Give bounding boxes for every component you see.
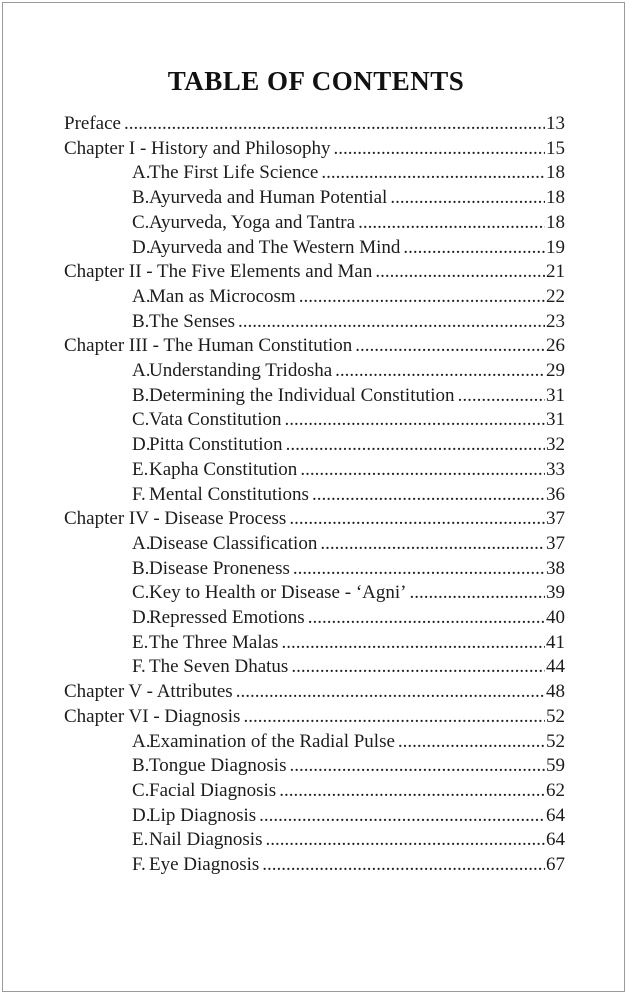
toc-entry-letter: E.: [132, 631, 149, 653]
toc-entry-letter: F.: [132, 854, 146, 876]
toc-entry: [64, 705, 565, 730]
toc-entry: [64, 334, 565, 359]
leader-dots: [320, 532, 545, 557]
toc-entry-label: Determining the Individual Constitution: [149, 384, 455, 406]
leader-dots: [321, 161, 545, 186]
toc-entry-label: Tongue Diagnosis: [149, 755, 287, 777]
toc-entry: [64, 532, 565, 557]
toc-entry-page: 15: [546, 137, 565, 159]
toc-entry-page: 41: [546, 631, 565, 653]
toc-entry-letter: D.: [132, 804, 151, 826]
toc-entry-page: 52: [546, 730, 565, 752]
toc-entry: [64, 680, 565, 705]
toc-entry-letter: D.: [132, 434, 151, 456]
toc-entry-page: 18: [546, 211, 565, 233]
toc-entry-page: 18: [546, 162, 565, 184]
toc-entry-page: 22: [546, 285, 565, 307]
toc-entry-letter: A.: [132, 360, 151, 382]
toc-entry-label: Pitta Constitution: [149, 434, 283, 456]
toc-entry-letter: B.: [132, 755, 150, 777]
toc-entry: [64, 137, 565, 162]
toc-entry-page: 40: [546, 607, 565, 629]
toc-entry-letter: F.: [132, 483, 146, 505]
leader-dots: [299, 285, 545, 310]
toc-entry-page: 44: [546, 656, 565, 678]
toc-entry-label: Vata Constitution: [149, 409, 282, 431]
toc-entry-letter: C.: [132, 211, 150, 233]
toc-entry: [64, 754, 565, 779]
toc-entry: [64, 606, 565, 631]
leader-dots: [289, 507, 545, 532]
toc-entry-page: 48: [546, 681, 565, 703]
toc-entry-label: The Three Malas: [149, 631, 279, 653]
toc-entry-label: Facial Diagnosis: [149, 779, 277, 801]
leader-dots: [375, 260, 545, 285]
toc-entry: [64, 828, 565, 853]
toc-entry: [64, 557, 565, 582]
toc-entry: [64, 186, 565, 211]
toc-entry-label: The First Life Science: [149, 162, 319, 184]
toc-list: [64, 112, 565, 878]
toc-entry: [64, 433, 565, 458]
toc-entry-label: Repressed Emotions: [149, 607, 305, 629]
toc-entry-label: Preface: [64, 113, 121, 134]
toc-entry: [64, 310, 565, 335]
leader-dots: [355, 334, 545, 359]
toc-entry-page: 37: [546, 532, 565, 554]
leader-dots: [124, 112, 545, 137]
toc-entry-label: Chapter II - The Five Elements and Man: [64, 261, 373, 283]
toc-entry-page: 21: [546, 261, 565, 283]
toc-entry-page: 31: [546, 409, 565, 431]
toc-entry-label: Eye Diagnosis: [149, 854, 260, 876]
toc-entry: [64, 730, 565, 755]
toc-entry-label: Key to Health or Disease - ‘Agni’: [149, 582, 407, 604]
toc-entry: [64, 655, 565, 680]
toc-entry-label: Chapter IV - Disease Process: [64, 508, 287, 530]
toc-entry: [64, 112, 565, 137]
toc-entry-page: 39: [546, 582, 565, 604]
leader-dots: [281, 631, 545, 656]
toc-entry-letter: B.: [132, 310, 150, 332]
leader-dots: [291, 655, 545, 680]
toc-entry-letter: A.: [132, 730, 151, 752]
toc-entry: [64, 384, 565, 409]
toc-entry: [64, 285, 565, 310]
toc-entry: [64, 483, 565, 508]
toc-entry-letter: C.: [132, 582, 150, 604]
toc-entry: [64, 161, 565, 186]
leader-dots: [238, 310, 545, 335]
leader-dots: [293, 557, 545, 582]
toc-entry-label: The Seven Dhatus: [149, 656, 289, 678]
toc-entry-label: Ayurveda, Yoga and Tantra: [149, 211, 356, 233]
page-title: TABLE OF CONTENTS: [167, 66, 465, 96]
leader-dots: [335, 359, 545, 384]
toc-entry-page: 19: [546, 236, 565, 258]
toc-entry-page: 13: [546, 113, 565, 134]
toc-entry-label: Examination of the Radial Pulse: [149, 730, 395, 752]
leader-dots: [308, 606, 545, 631]
toc-entry: [64, 236, 565, 261]
toc-entry-label: Disease Proneness: [149, 557, 290, 579]
toc-entry-page: 33: [546, 458, 565, 480]
toc-entry-page: 32: [546, 434, 565, 456]
toc-entry-letter: E.: [132, 829, 149, 851]
toc-entry-page: 31: [546, 384, 565, 406]
toc-entry-label: Chapter III - The Human Constitution: [64, 335, 353, 357]
toc-entry-label: Understanding Tridosha: [149, 360, 333, 382]
leader-dots: [279, 779, 545, 804]
toc-entry: [64, 260, 565, 285]
toc-entry-letter: F.: [132, 656, 146, 678]
leader-dots: [286, 433, 545, 458]
toc-entry-letter: A.: [132, 285, 151, 307]
leader-dots: [243, 705, 545, 730]
leader-dots: [300, 458, 545, 483]
toc-entry: [64, 631, 565, 656]
toc-entry-letter: D.: [132, 607, 151, 629]
toc-entry-label: Man as Microcosm: [149, 285, 296, 307]
leader-dots: [289, 754, 545, 779]
toc-entry-label: Disease Classification: [149, 532, 318, 554]
leader-dots: [358, 211, 545, 236]
toc-entry-letter: D.: [132, 236, 151, 258]
toc-entry-page: 64: [546, 804, 565, 826]
toc-entry-page: 37: [546, 508, 565, 530]
toc-entry-label: Chapter I - History and Philosophy: [64, 137, 331, 159]
toc-entry-label: Ayurveda and Human Potential: [149, 187, 388, 209]
toc-entry-page: 38: [546, 557, 565, 579]
leader-dots: [398, 730, 545, 755]
toc-entry-page: 52: [546, 705, 565, 727]
toc-entry-label: Chapter VI - Diagnosis: [64, 705, 241, 727]
toc-entry-page: 36: [546, 483, 565, 505]
toc-entry-letter: A.: [132, 532, 151, 554]
toc-entry: [64, 458, 565, 483]
toc-entry-page: 59: [546, 755, 565, 777]
toc-entry: [64, 359, 565, 384]
toc-entry-label: Nail Diagnosis: [149, 829, 263, 851]
leader-dots: [236, 680, 545, 705]
toc-entry: [64, 804, 565, 829]
leader-dots: [409, 581, 545, 606]
toc-entry-page: 26: [546, 335, 565, 357]
toc-entry-page: 18: [546, 187, 565, 209]
toc-entry-page: 23: [546, 310, 565, 332]
toc-entry-label: Ayurveda and The Western Mind: [149, 236, 401, 258]
toc-entry-letter: B.: [132, 557, 150, 579]
toc-entry: [64, 853, 565, 878]
toc-entry-label: Chapter V - Attributes: [64, 681, 233, 703]
toc-entry: [64, 408, 565, 433]
leader-dots: [334, 137, 545, 162]
toc-entry: [64, 779, 565, 804]
toc-entry-label: Kapha Constitution: [149, 458, 298, 480]
toc-entry-letter: C.: [132, 409, 150, 431]
toc-entry: [64, 507, 565, 532]
toc-entry-letter: C.: [132, 779, 150, 801]
leader-dots: [403, 236, 545, 261]
toc-entry-letter: B.: [132, 384, 150, 406]
leader-dots: [458, 384, 545, 409]
toc-entry-letter: A.: [132, 162, 151, 184]
toc-entry-letter: B.: [132, 187, 150, 209]
toc-entry: [64, 211, 565, 236]
toc-entry-page: 29: [546, 360, 565, 382]
toc-entry-label: Mental Constitutions: [149, 483, 309, 505]
leader-dots: [259, 804, 545, 829]
toc-entry-page: 64: [546, 829, 565, 851]
toc-entry: [64, 581, 565, 606]
leader-dots: [265, 828, 545, 853]
leader-dots: [262, 853, 545, 878]
leader-dots: [312, 483, 545, 508]
toc-entry-label: Lip Diagnosis: [149, 804, 257, 826]
toc-entry-label: The Senses: [149, 310, 236, 332]
leader-dots: [390, 186, 545, 211]
toc-entry-page: 62: [546, 779, 565, 801]
toc-entry-letter: E.: [132, 458, 149, 480]
leader-dots: [284, 408, 545, 433]
toc-entry-page: 67: [546, 854, 565, 876]
